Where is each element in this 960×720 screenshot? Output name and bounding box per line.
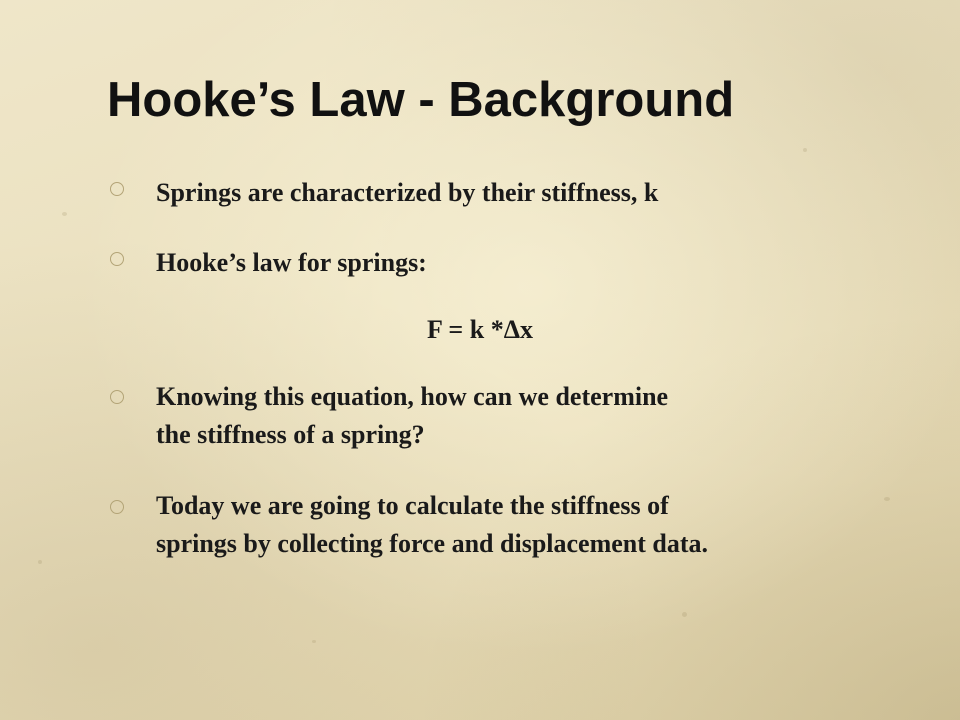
bullet-line: Today we are going to calculate the stiffness of — [156, 491, 669, 520]
bullet-text-today — [156, 487, 708, 563]
texture-speck — [682, 612, 687, 617]
formula: F = k *Δx — [427, 315, 533, 344]
texture-speck — [38, 560, 42, 564]
texture-speck — [62, 212, 67, 216]
slide-title: Hooke’s Law - Background — [107, 73, 735, 127]
bullet-line: Springs are characterized by their stiffness, k — [156, 178, 659, 207]
ring-bullet-icon — [110, 390, 124, 404]
texture-speck — [803, 148, 807, 152]
bullet-line: Hooke’s law for springs: — [156, 248, 427, 277]
ring-bullet-icon — [110, 182, 124, 196]
texture-speck — [884, 497, 890, 501]
bullet-line: the stiffness of a spring? — [156, 420, 425, 449]
bullet-text-question — [156, 378, 668, 454]
bullet-text-hookes-law — [156, 244, 427, 282]
ring-bullet-icon — [110, 252, 124, 266]
bullet-line: springs by collecting force and displacement data. — [156, 529, 709, 558]
bullet-line: Knowing this equation, how can we determine — [156, 382, 669, 411]
bullet-text-stiffness — [156, 174, 658, 212]
texture-speck — [312, 640, 316, 643]
ring-bullet-icon — [110, 500, 124, 514]
